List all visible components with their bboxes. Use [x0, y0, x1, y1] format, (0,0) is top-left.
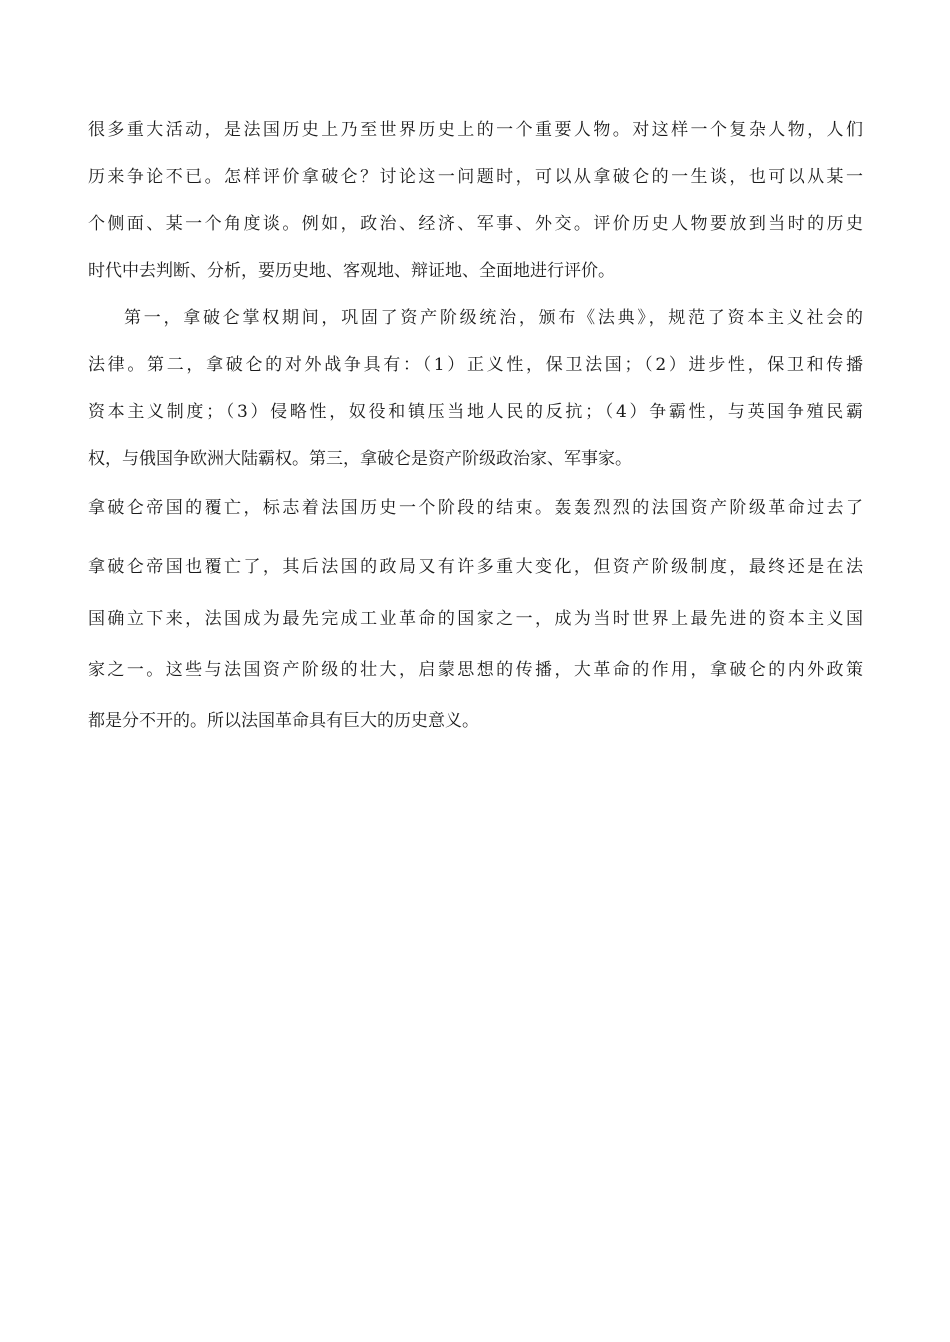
paragraph-1-line-4: 时代中去判断、分析，要历史地、客观地、辩证地、全面地进行评价。 — [88, 261, 615, 281]
paragraph-2-line-1: 第一，拿破仑掌权期间，巩固了资产阶级统治，颁布《法典》，规范了资本主义社会的 — [124, 308, 863, 328]
paragraph-3-line-1: 拿破仑帝国的覆亡，标志着法国历史一个阶段的结束。轰轰烈烈的法国资产阶级革命过去了 — [88, 498, 863, 518]
paragraph-1-line-2: 历来争论不已。怎样评价拿破仑？讨论这一问题时，可以从拿破仑的一生谈，也可以从某一 — [88, 167, 863, 187]
paragraph-3-line-2: 拿破仑帝国也覆亡了，其后法国的政局又有许多重大变化，但资产阶级制度，最终还是在法 — [88, 557, 863, 577]
paragraph-2-line-4: 权，与俄国争欧洲大陆霸权。第三，拿破仑是资产阶级政治家、军事家。 — [88, 449, 632, 469]
paragraph-2-line-2: 法律。第二，拿破仑的对外战争具有：（1）正义性，保卫法国；（2）进步性，保卫和传播 — [88, 355, 863, 375]
paragraph-3-line-3: 国确立下来，法国成为最先完成工业革命的国家之一，成为当时世界上最先进的资本主义国 — [88, 609, 863, 629]
paragraph-3-line-4: 家之一。这些与法国资产阶级的壮大，启蒙思想的传播，大革命的作用，拿破仑的内外政策 — [88, 660, 863, 680]
paragraph-2-line-3: 资本主义制度；（3）侵略性，奴役和镇压当地人民的反抗；（4）争霸性，与英国争殖民霸 — [88, 402, 863, 422]
paragraph-3-line-5: 都是分不开的。所以法国革命具有巨大的历史意义。 — [88, 711, 479, 731]
paragraph-1-line-1: 很多重大活动，是法国历史上乃至世界历史上的一个重要人物。对这样一个复杂人物，人们 — [88, 120, 863, 140]
paragraph-1-line-3: 个侧面、某一个角度谈。例如，政治、经济、军事、外交。评价历史人物要放到当时的历史 — [88, 214, 863, 234]
